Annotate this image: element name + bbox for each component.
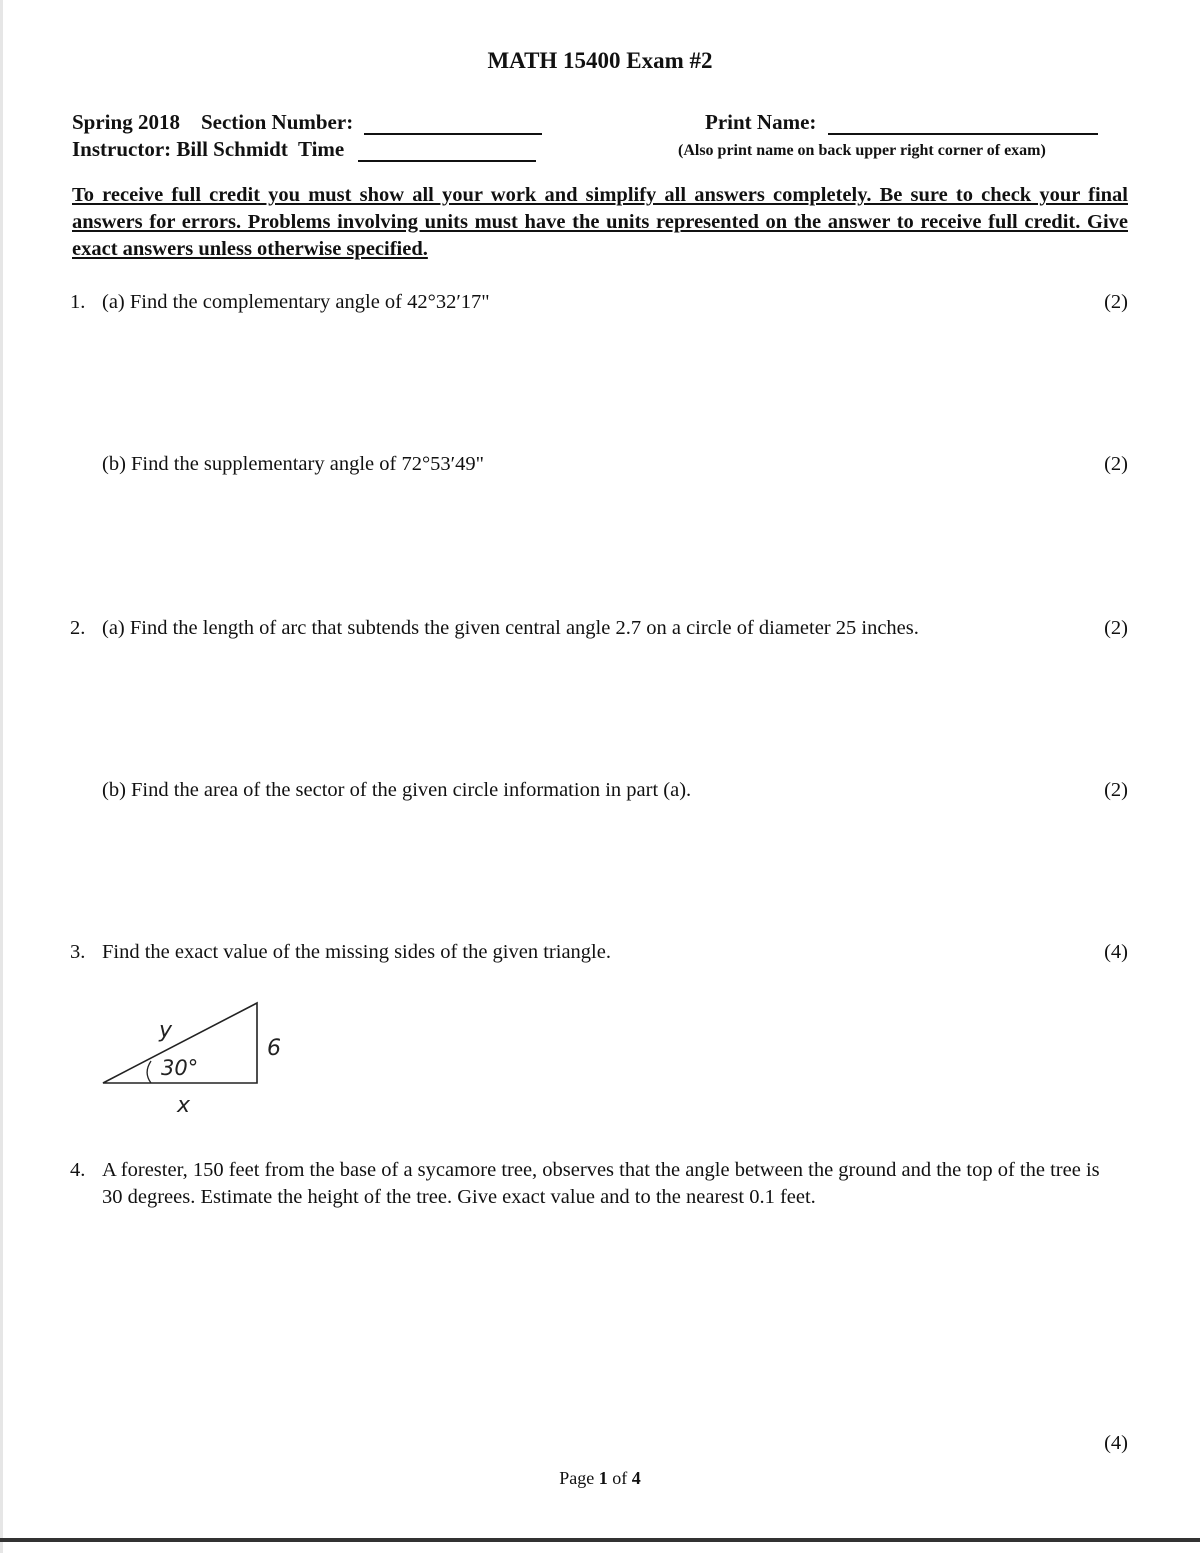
semester-line [72,110,542,135]
points-2b: (2) [1104,779,1128,801]
question-number: 1. [70,291,86,313]
page-prefix: Page [559,1468,595,1488]
question-2b: (b) Find the area of the sector of the given circle information in part (a). [102,779,692,801]
question-number: 2. [70,617,86,639]
section-number-field[interactable] [364,113,542,135]
question-1a [70,291,490,314]
time-label: Time [297,137,345,161]
points-1b: (2) [1104,453,1128,475]
page-footer [0,1468,1200,1489]
base-label: x [177,1093,191,1118]
points-2a: (2) [1104,617,1128,639]
question-4 [70,1157,1120,1211]
print-name-line [705,110,1098,135]
angle-arc [147,1061,151,1083]
question-number: 3. [70,941,86,963]
scan-edge [0,0,3,1553]
question-1b: (b) Find the supplementary angle of 72°53′49" [102,453,485,475]
question-2a [70,617,919,640]
time-field[interactable] [358,140,536,162]
page-current: 1 [598,1468,608,1488]
triangle-figure [95,995,305,1120]
side-label: 6 [267,1036,281,1061]
exam-title: MATH 15400 Exam #2 [487,48,713,73]
points-3: (4) [1104,941,1128,963]
semester: Spring 2018 [72,110,180,134]
scan-bottom-line [0,1538,1200,1542]
page-of: of [612,1468,628,1488]
hypotenuse-label: y [159,1018,173,1043]
page-total: 4 [631,1468,641,1488]
points-4: (4) [1104,1432,1128,1454]
question-text: (a) Find the complementary angle of 42°32′17" [102,291,490,313]
question-number: 4. [70,1159,86,1181]
points-1a: (2) [1104,291,1128,313]
question-text: (a) Find the length of arc that subtends the given central angle 2.7 on a circle of diameter 25 inches. [102,617,919,639]
section-label: Section Number: [200,110,354,134]
question-3 [70,941,611,964]
instructions: To receive full credit you must show all your work and simplify all answers completely. Be sure to check your final answers for errors. Problems involving units must have the units represented on the answer to receive full credit. Give exact answers unless otherwise specified. [72,184,1128,260]
print-name-field[interactable] [828,113,1098,135]
question-text: Find the exact value of the missing sides of the given triangle. [102,941,611,963]
question-text: A forester, 150 feet from the base of a sycamore tree, observes that the angle between the ground and the top of the tree is 30 degrees. Estimate the height of the tree. Give exact value and to the nearest 0.1 feet. [102,1159,1100,1208]
print-name-label: Print Name: [705,110,817,134]
instructor: Instructor: Bill Schmidt [72,137,288,161]
print-name-note: (Also print name on back upper right corner of exam) [678,142,1046,159]
angle-label: 30° [161,1056,199,1080]
instructor-line [72,137,536,162]
